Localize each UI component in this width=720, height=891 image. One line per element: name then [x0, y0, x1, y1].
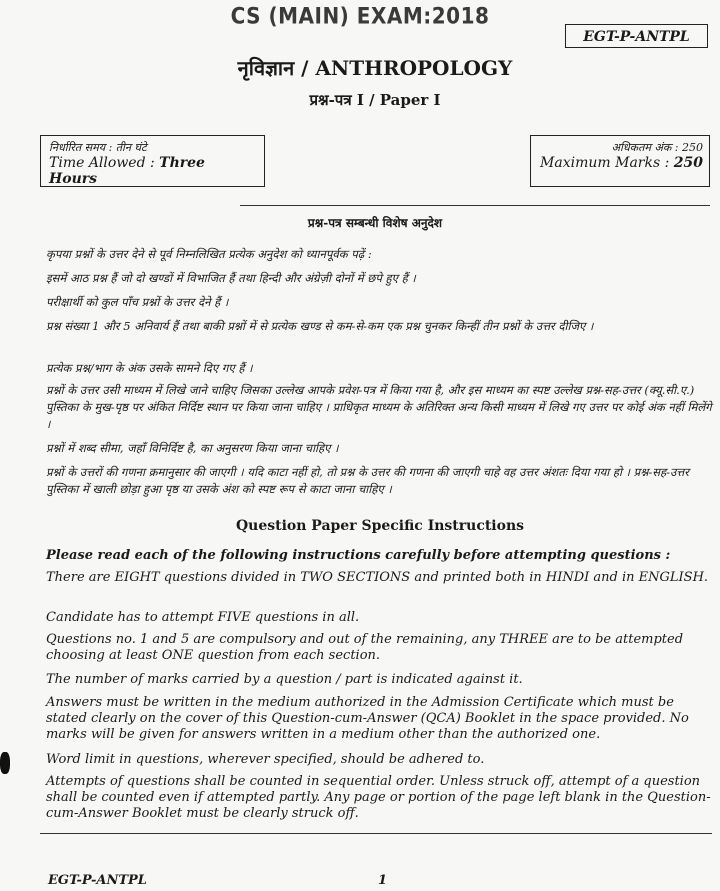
hindi-instruction-line: इसमें आठ प्रश्न हैं जो दो खण्डों में विभाजित हैं तथा हिन्दी और अंग्रेज़ी दोनों में छपे हुए हैं ।: [46, 271, 416, 285]
maximum-marks-label: Maximum Marks :: [540, 155, 670, 171]
page-number: 1: [378, 873, 388, 888]
maximum-marks-box: [530, 135, 710, 187]
english-instructions-title: Question Paper Specific Instructions: [235, 518, 525, 534]
hindi-instruction-line: परीक्षार्थी को कुल पाँच प्रश्नों के उत्तर देने हैं ।: [46, 295, 229, 309]
ink-blot: [0, 752, 10, 774]
footer-paper-code: EGT-P-ANTPL: [48, 873, 147, 888]
subject-title: नृविज्ञान / ANTHROPOLOGY: [237, 56, 513, 80]
hindi-instruction-line: प्रश्नों में शब्द सीमा, जहाँ विनिर्दिष्ट है, का अनुसरण किया जाना चाहिए ।: [46, 441, 339, 455]
divider-top: [240, 205, 710, 206]
english-instruction-line: Attempts of questions shall be counted in sequential order. Unless struck off, attempt of a question shall be counted even if attempted partly. Any page or portion of the page left blank in the Question-cum-Answer Booklet must be clearly struck off.: [46, 774, 711, 821]
time-allowed-hindi: निर्धारित समय : तीन घंटे: [49, 141, 147, 154]
english-instruction-line: There are EIGHT questions divided in TWO SECTIONS and printed both in HINDI and in ENGLISH.: [46, 570, 709, 585]
hindi-instructions-title: प्रश्न-पत्र सम्बन्धी विशेष अनुदेश: [307, 216, 443, 230]
time-allowed-value: Three Hours: [49, 155, 205, 187]
divider-bottom: [40, 833, 712, 834]
hindi-instruction-line: प्रश्नों के उत्तरों की गणना क्रमानुसार की जाएगी । यदि काटा नहीं हो, तो प्रश्न के उत्तर की गणना की जाएगी चाहे वह उत्तर अंशतः दिया गया हो । प्रश्न-सह-उत्तर पुस्तिका में खाली छोड़ा हुआ पृष्ठ या उसके अंश को स्पष्ट रूप से काटा जाना चाहिए ।: [46, 465, 689, 496]
english-instruction-line: Word limit in questions, wherever specified, should be adhered to.: [46, 752, 485, 767]
english-instruction-line: The number of marks carried by a question / part is indicated against it.: [46, 672, 523, 687]
hindi-instruction-line: प्रत्येक प्रश्न/भाग के अंक उसके सामने दिए गए हैं ।: [46, 361, 253, 375]
time-allowed-box: [40, 135, 265, 187]
maximum-marks-value: 250: [673, 155, 703, 171]
time-allowed-label: Time Allowed :: [49, 155, 155, 171]
english-instructions-intro: Please read each of the following instructions carefully before attempting questions :: [46, 548, 671, 563]
paper-code-box: EGT-P-ANTPL: [565, 24, 708, 48]
english-instruction-line: Answers must be written in the medium authorized in the Admission Certificate which must be stated clearly on the cover of this Question-cum-Answer (QCA) Booklet in the space provided. No marks will be given for answers written in a medium other than the authorized one.: [46, 695, 689, 742]
english-instruction-line: Candidate has to attempt FIVE questions in all.: [46, 610, 360, 625]
hindi-instruction-line: कृपया प्रश्नों के उत्तर देने से पूर्व निम्नलिखित प्रत्येक अनुदेश को ध्यानपूर्वक पढ़ें :: [46, 247, 372, 261]
hindi-instruction-line: प्रश्नों के उत्तर उसी माध्यम में लिखे जाने चाहिए जिसका उल्लेख आपके प्रवेश-पत्र में किया गया है, और इस माध्यम का स्पष्ट उल्लेख प्रश्न-सह-उत्तर (क्यू.सी.ए.) पुस्तिका के मुख-पृष्ठ पर अंकित निर्दिष्ट स्थान पर किया जाना चाहिए । प्राधिकृत माध्यम के अतिरिक्त अन्य किसी माध्यम में लिखे गए उत्तर पर कोई अंक नहीं मिलेंगे ।: [46, 383, 712, 431]
paper-number: प्रश्न-पत्र I / Paper I: [309, 91, 441, 109]
exam-stamp: CS (MAIN) EXAM:2018: [230, 2, 490, 30]
english-instruction-line: Questions no. 1 and 5 are compulsory and out of the remaining, any THREE are to be attempted choosing at least ONE question from each section.: [46, 632, 684, 663]
maximum-marks-hindi: अधिकतम अंक : 250: [611, 141, 703, 154]
hindi-instruction-line: प्रश्न संख्या 1 और 5 अनिवार्य हैं तथा बाकी प्रश्नों में से प्रत्येक खण्ड से कम-से-कम एक प्रश्न चुनकर किन्हीं तीन प्रश्नों के उत्तर दीजिए ।: [46, 319, 594, 333]
